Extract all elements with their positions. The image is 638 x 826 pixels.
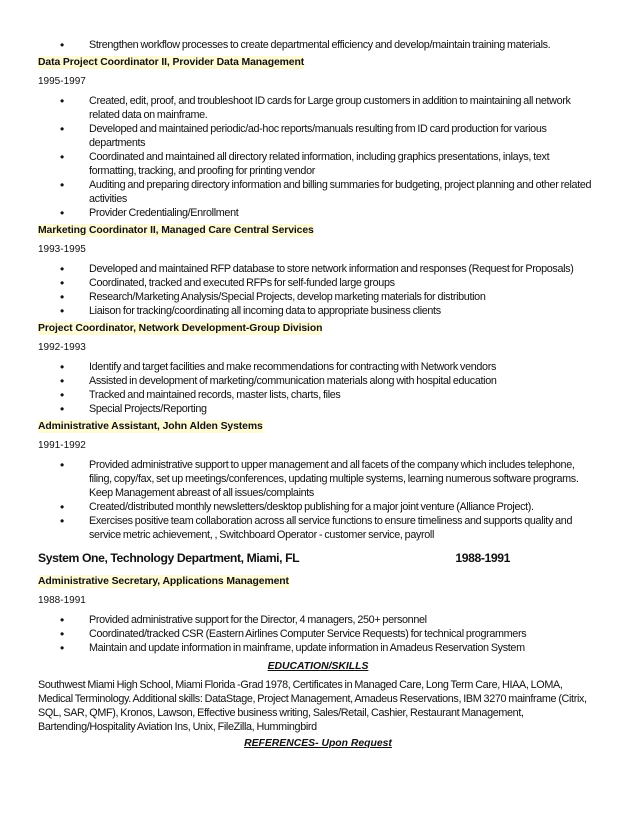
job-years: 1995-1997 (38, 76, 86, 87)
references-heading: REFERENCES- Upon Request (244, 738, 392, 749)
job-bullet-list (38, 613, 598, 655)
job-bullet-list (38, 262, 598, 318)
job-bullet-list (38, 94, 598, 220)
list-item: • Coordinated, tracked and executed RFPs for self-funded large groups (38, 276, 598, 290)
job-years: 1988-1991 (38, 595, 86, 606)
job-title: Administrative Assistant, John Alden Systems (38, 421, 263, 432)
list-item: • Research/Marketing Analysis/Special Projects, develop marketing materials for distribution (38, 290, 598, 304)
employer-years: 1988-1991 (455, 551, 510, 565)
job-title: Data Project Coordinator II, Provider Data Management (38, 57, 305, 68)
list-item: • Provider Credentialing/Enrollment (38, 206, 598, 220)
job-bullet-list (38, 458, 598, 542)
employer-name: System One, Technology Department, Miami, FL (38, 551, 300, 565)
list-item: • Assisted in development of marketing/communication materials along with hospital education (38, 374, 598, 388)
list-item: • Provided administrative support for the Director, 4 managers, 250+ personnel (38, 613, 598, 627)
job-title: Project Coordinator, Network Development-Group Division (38, 323, 323, 334)
education-heading: EDUCATION/SKILLS (267, 661, 369, 672)
job-section (38, 220, 598, 318)
job-section (38, 571, 598, 655)
list-item: • Created/distributed monthly newsletters/desktop publishing for a major joint venture (Alliance Project). (38, 500, 598, 514)
job-years: 1992-1993 (38, 342, 86, 353)
list-item: • Provided administrative support to upper management and all facets of the company which includes telephone, filing, copy/fax, set up meetings/conferences, updating multiple systems, learning numerous software programs. Keep Management abreast of all issues/complaints (38, 458, 598, 500)
list-item: • Identify and target facilities and make recommendations for contracting with Network vendors (38, 360, 598, 374)
job-section (38, 416, 598, 542)
job-section (38, 318, 598, 416)
list-item: • Coordinated/tracked CSR (Eastern Airlines Computer Service Requests) for technical programmers (38, 627, 598, 641)
job-title: Administrative Secretary, Applications Management (38, 576, 289, 587)
list-item: • Maintain and update information in mainframe, update information in Amadeus Reservation System (38, 641, 598, 655)
top-bullet-list (38, 38, 598, 52)
list-item: • Exercises positive team collaboration across all service functions to ensure timeliness and supports quality and service metric achievement, , Switchboard Operator - customer service, payroll (38, 514, 598, 542)
list-item: • Special Projects/Reporting (38, 402, 598, 416)
list-item: • Strengthen workflow processes to create departmental efficiency and develop/maintain training materials. (38, 38, 598, 52)
list-item: • Coordinated and maintained all directory related information, including graphics presentations, inlays, text formatting, tracking, and proofing for printing vendor (38, 150, 598, 178)
job-section (38, 52, 598, 220)
list-item: • Auditing and preparing directory information and billing summaries for budgeting, project planning and other related activities (38, 178, 598, 206)
employer-heading (38, 551, 598, 566)
list-item: • Developed and maintained periodic/ad-hoc reports/manuals resulting from ID card production for various departments (38, 122, 598, 150)
job-bullet-list (38, 360, 598, 416)
job-title: Marketing Coordinator II, Managed Care Central Services (38, 225, 314, 236)
list-item: • Tracked and maintained records, master lists, charts, files (38, 388, 598, 402)
list-item: • Liaison for tracking/coordinating all incoming data to appropriate business clients (38, 304, 598, 318)
list-item: • Created, edit, proof, and troubleshoot ID cards for Large group customers in addition to maintaining all network related data on mainframe. (38, 94, 598, 122)
job-years: 1993-1995 (38, 244, 86, 255)
job-years: 1991-1992 (38, 440, 86, 451)
education-text: Southwest Miami High School, Miami Florida -Grad 1978, Certificates in Managed Care, Long Term Care, HIAA, LOMA, Medical Terminology. Additional skills: DataStage, Project Management, Amadeus Reservations, IBM 3270 mainframe (Citrix, SQL, SAR, QMF), Kronos, Lawson, Effective business writing, Sales/Retail, Cashier, Restaurant Management, Bartending/Hospitality Aviation Ins, Unix, FileZilla, Hummingbird (38, 679, 587, 733)
list-item: • Developed and maintained RFP database to store network information and responses (Request for Proposals) (38, 262, 598, 276)
